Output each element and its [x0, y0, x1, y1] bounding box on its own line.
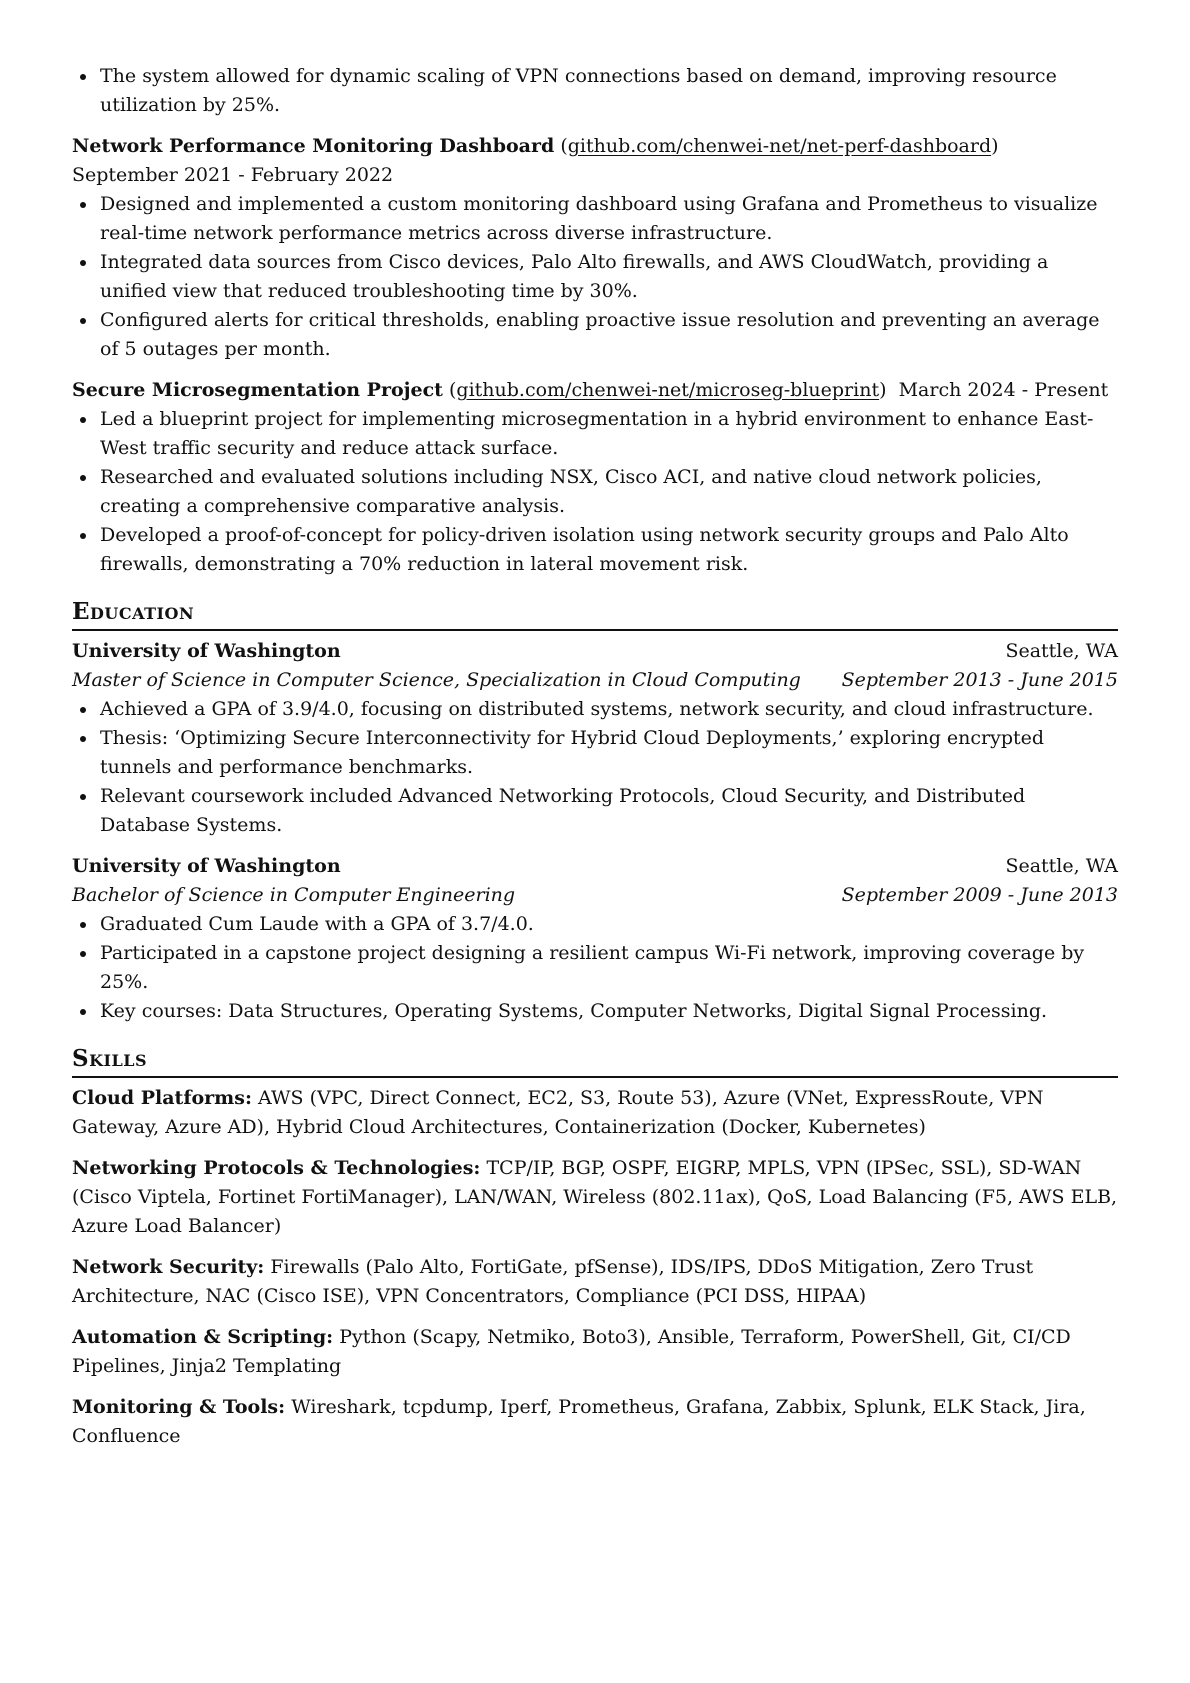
project-title: Secure Microsegmentation Project [72, 379, 443, 401]
degree-line [72, 881, 1118, 910]
project-entry-net-perf-dashboard [72, 132, 1118, 364]
skill-item-security [72, 1253, 1118, 1311]
degree-title: Master of Science in Computer Science, Specialization in Cloud Computing [72, 669, 801, 691]
education-header [72, 637, 1118, 666]
skill-value: TCP/IP, BGP, OSPF, EIGRP, MPLS, VPN (IPSec, SSL), SD-WAN (Cisco Viptela, Fortinet FortiManager), LAN/WAN, Wireless (802.11ax), QoS, Load Balancing (F5, AWS ELB, Azure Load Balancer) [72, 1157, 1118, 1237]
school-location: Seattle, WA [1005, 855, 1118, 877]
skill-item-networking [72, 1154, 1118, 1241]
degree-title: Bachelor of Science in Computer Engineering [72, 884, 516, 906]
bullet-item: Developed a proof-of-concept for policy-driven isolation using network security groups and Palo Alto firewalls, demonstrating a 70% reduction in lateral movement risk. [72, 521, 1118, 579]
project-header: Secure Microsegmentation Project (github.com/chenwei-net/microseg-blueprint) March 2024 - Present [72, 379, 1109, 401]
project-header: Network Performance Monitoring Dashboard (github.com/chenwei-net/net-perf-dashboard) September 2021 - February 2022 [72, 135, 1011, 186]
education-bullets [72, 695, 1118, 840]
project-title: Network Performance Monitoring Dashboard [72, 135, 555, 157]
degree-dates: September 2009 - June 2013 [841, 884, 1118, 906]
project-link[interactable]: github.com/chenwei-net/net-perf-dashboard [567, 135, 992, 157]
bullet-item: The system allowed for dynamic scaling of VPN connections based on demand, improving resource utilization by 25%. [72, 62, 1118, 120]
skill-value: AWS (VPC, Direct Connect, EC2, S3, Route 53), Azure (VNet, ExpressRoute, VPN Gateway, Azure AD), Hybrid Cloud Architectures, Containerization (Docker, Kubernetes) [72, 1087, 1044, 1138]
section-heading-education: Education [72, 597, 1118, 631]
project-dates: March 2024 - Present [898, 379, 1109, 401]
skill-label: Monitoring & Tools: [72, 1396, 286, 1418]
bullet-item: Configured alerts for critical thresholds, enabling proactive issue resolution and preventing an average of 5 outages per month. [72, 306, 1118, 364]
bullet-item: Led a blueprint project for implementing microsegmentation in a hybrid environment to enhance East-West traffic security and reduce attack surface. [72, 405, 1118, 463]
bullet-item: Thesis: ‘Optimizing Secure Interconnectivity for Hybrid Cloud Deployments,’ exploring encrypted tunnels and performance benchmarks. [72, 724, 1118, 782]
project-dates: September 2021 - February 2022 [72, 164, 394, 186]
degree-line [72, 666, 1118, 695]
project-entry-microseg [72, 376, 1118, 579]
school-name: University of Washington [72, 640, 341, 662]
bullet-item: Designed and implemented a custom monitoring dashboard using Grafana and Prometheus to visualize real-time network performance metrics across diverse infrastructure. [72, 190, 1118, 248]
project-continued-bullets [72, 62, 1118, 120]
skill-label: Automation & Scripting: [72, 1326, 334, 1348]
skill-value: Wireshark, tcpdump, Iperf, Prometheus, Grafana, Zabbix, Splunk, ELK Stack, Jira, Confluence [72, 1396, 1086, 1447]
skills-list [72, 1084, 1118, 1451]
skill-item-cloud [72, 1084, 1118, 1142]
bullet-item: Graduated Cum Laude with a GPA of 3.7/4.0. [72, 910, 1118, 939]
skill-label: Network Security: [72, 1256, 265, 1278]
bullet-item: Achieved a GPA of 3.9/4.0, focusing on distributed systems, network security, and cloud infrastructure. [72, 695, 1118, 724]
bullet-item: Researched and evaluated solutions including NSX, Cisco ACI, and native cloud network policies, creating a comprehensive comparative analysis. [72, 463, 1118, 521]
education-entry-bachelors [72, 852, 1118, 1026]
education-bullets [72, 910, 1118, 1026]
bullet-item: Key courses: Data Structures, Operating Systems, Computer Networks, Digital Signal Processing. [72, 997, 1118, 1026]
skill-item-automation [72, 1323, 1118, 1381]
skill-label: Cloud Platforms: [72, 1087, 252, 1109]
skill-value: Python (Scapy, Netmiko, Boto3), Ansible, Terraform, PowerShell, Git, CI/CD Pipelines, Jinja2 Templating [72, 1326, 1071, 1377]
project-link[interactable]: github.com/chenwei-net/microseg-blueprint [456, 379, 880, 401]
skill-item-monitoring [72, 1393, 1118, 1451]
bullet-item: Participated in a capstone project designing a resilient campus Wi-Fi network, improving coverage by 25%. [72, 939, 1118, 997]
bullet-item: Integrated data sources from Cisco devices, Palo Alto firewalls, and AWS CloudWatch, providing a unified view that reduced troubleshooting time by 30%. [72, 248, 1118, 306]
school-location: Seattle, WA [1005, 640, 1118, 662]
degree-dates: September 2013 - June 2015 [841, 669, 1118, 691]
section-heading-skills: Skills [72, 1044, 1118, 1078]
education-entry-masters [72, 637, 1118, 840]
education-header [72, 852, 1118, 881]
skill-label: Networking Protocols & Technologies: [72, 1157, 481, 1179]
project-bullets [72, 190, 1118, 364]
skill-value: Firewalls (Palo Alto, FortiGate, pfSense), IDS/IPS, DDoS Mitigation, Zero Trust Architecture, NAC (Cisco ISE), VPN Concentrators, Compliance (PCI DSS, HIPAA) [72, 1256, 1034, 1307]
school-name: University of Washington [72, 855, 341, 877]
bullet-item: Relevant coursework included Advanced Networking Protocols, Cloud Security, and Distributed Database Systems. [72, 782, 1118, 840]
project-bullets [72, 405, 1118, 579]
